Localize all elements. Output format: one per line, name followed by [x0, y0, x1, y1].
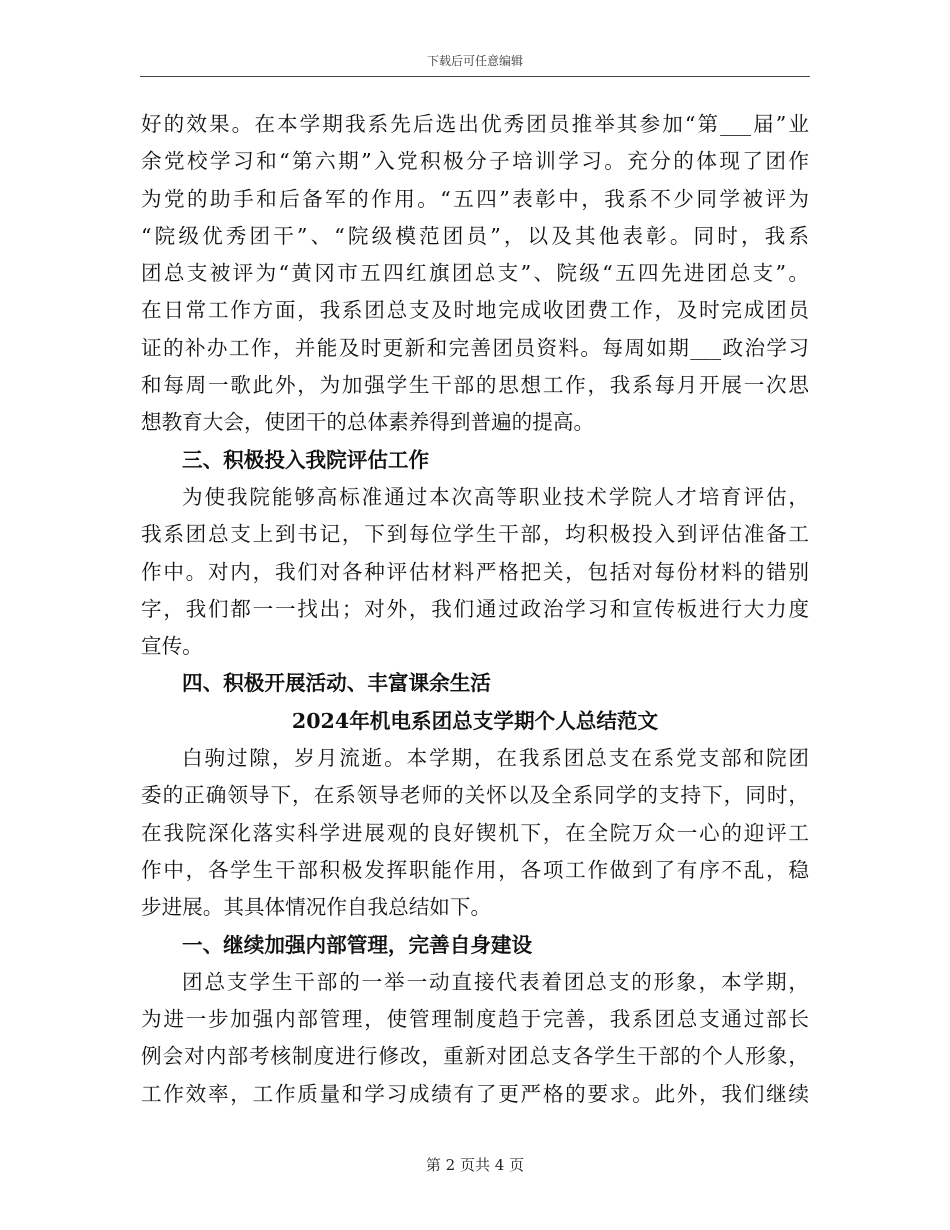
section-heading: 三、积极投入我院评估工作	[182, 447, 430, 472]
body-text-line: 白驹过隙，岁月流逝。本学期，在我系团总支在系党支部和院团	[182, 746, 809, 771]
body-text-line: 字，我们都一一找出；对外，我们通过政治学习和宣传板进行大力度	[141, 596, 809, 621]
body-text-line: 例会对内部考核制度进行修改，重新对团总支各学生干部的个人形象，	[141, 1044, 809, 1069]
body-text-line: 在我院深化落实科学进展观的良好锲机下，在全院万众一心的迎评工	[141, 820, 809, 845]
body-text-line: 好的效果。在本学期我系先后选出优秀团员推举其参加“第___届”业	[141, 112, 809, 136]
body-text-line: 在日常工作方面，我系团总支及时地完成收团费工作，及时完成团员	[141, 298, 809, 323]
body-text-line: 宣传。	[141, 634, 203, 659]
body-text-line: 团总支被评为“黄冈市五四红旗团总支”、院级“五四先进团总支”。	[141, 261, 809, 286]
document-title: 2024年机电系团总支学期个人总结范文	[291, 708, 659, 733]
body-text-line: 工作效率，工作质量和学习成绩有了更严格的要求。此外，我们继续	[141, 1081, 809, 1106]
body-text-line: 余党校学习和“第六期”入党积极分子培训学习。充分的体现了团作	[141, 149, 809, 174]
body-text-line: 步进展。其具体情况作自我总结如下。	[141, 895, 492, 920]
body-text-line: 和每周一歌此外，为加强学生干部的思想工作，我系每月开展一次思	[141, 373, 809, 398]
page-number: 第 2 页共 4 页	[425, 1156, 525, 1174]
body-text-line: 为进一步加强内部管理，使管理制度趋于完善，我系团总支通过部长	[141, 1007, 809, 1032]
body-text-line: 为使我院能够高标准通过本次高等职业技术学院人才培育评估，	[182, 484, 809, 509]
body-text-line: 团总支学生干部的一举一动直接代表着团总支的形象，本学期，	[182, 969, 809, 994]
body-text-line: 作中。对内，我们对各种评估材料严格把关，包括对每份材料的错别	[141, 559, 809, 584]
document-body	[141, 106, 809, 1113]
body-text-line: 我系团总支上到书记，下到每位学生干部，均积极投入到评估准备工	[141, 522, 809, 547]
body-text-line: 为党的助手和后备军的作用。“五四”表彰中，我系不少同学被评为	[141, 186, 809, 211]
body-text-line: 作中，各学生干部积极发挥职能作用，各项工作做到了有序不乱，稳	[141, 857, 809, 882]
body-text-line: 委的正确领导下，在系领导老师的关怀以及全系同学的支持下，同时，	[141, 783, 809, 808]
header-divider	[140, 76, 810, 77]
section-heading: 一、继续加强内部管理，完善自身建设	[182, 932, 533, 957]
body-text-line: 想教育大会，使团干的总体素养得到普遍的提高。	[141, 410, 595, 435]
body-text-line: 证的补办工作，并能及时更新和完善团员资料。每周如期___政治学习	[141, 335, 809, 360]
section-heading: 四、积极开展活动、丰富课余生活	[182, 671, 491, 696]
body-text-line: “院级优秀团干”、“院级模范团员”，以及其他表彰。同时，我系	[141, 223, 809, 248]
page-header: 下载后可任意编辑	[426, 54, 523, 68]
